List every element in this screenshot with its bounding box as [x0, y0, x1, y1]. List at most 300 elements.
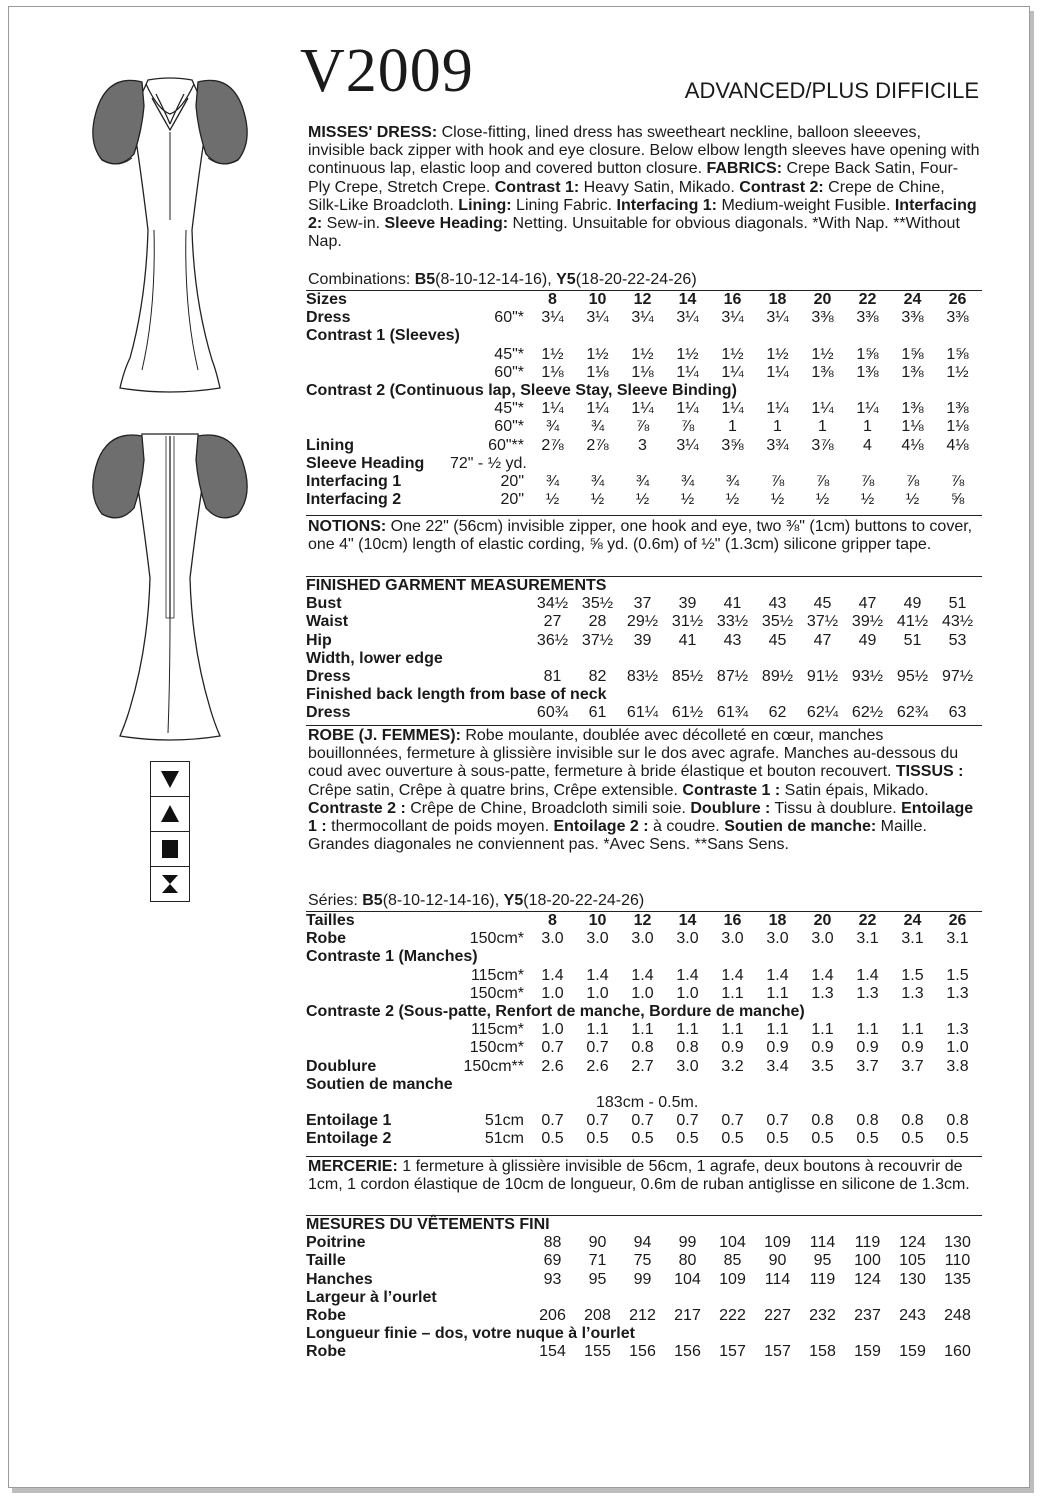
row-width-note: 183cm - 0.5m. [596, 1094, 699, 1112]
value-cell: 1.1 [631, 1021, 654, 1039]
table-row [306, 686, 980, 704]
value-cell: 3.5 [811, 1057, 834, 1075]
value-cell: 0.5 [721, 1130, 744, 1148]
row-label: Interfacing 2 [306, 491, 402, 509]
value-cell: 1.0 [586, 984, 609, 1002]
value-cell: 3⅜ [856, 309, 879, 327]
fabric-width-cell [450, 1271, 530, 1289]
value-cell: ½ [815, 491, 830, 509]
value-cell: 63 [948, 704, 967, 722]
value-cell: 31½ [671, 613, 704, 631]
value-cell: 1¼ [541, 400, 564, 418]
value-cell: ½ [860, 491, 875, 509]
right-balloon-sleeve-back [196, 435, 247, 518]
table-row [306, 418, 980, 436]
value-cell: 1⅛ [946, 418, 969, 436]
pattern-number: V2009 [300, 37, 474, 105]
table-row [306, 400, 980, 418]
value-cell: 3¼ [676, 436, 699, 454]
value-cell: 3.0 [676, 1057, 699, 1075]
value-cell: 1¼ [676, 363, 699, 381]
value-cell: 89½ [761, 668, 794, 686]
value-cell: 3¼ [586, 309, 609, 327]
value-cell: 1.1 [721, 984, 744, 1002]
value-cell: 1½ [541, 345, 564, 363]
value-cell: 94 [633, 1234, 652, 1252]
value-cell: 1¼ [766, 400, 789, 418]
value-cell: 3⅞ [811, 436, 834, 454]
row-label [306, 364, 450, 382]
value-cell: 206 [539, 1307, 566, 1325]
value-cell: 1¼ [631, 400, 654, 418]
value-cell: 90 [588, 1234, 607, 1252]
row-label: Dress [306, 668, 351, 686]
table-row [306, 364, 980, 382]
value-cell: 1.5 [946, 966, 969, 984]
english-measurements-table [306, 577, 980, 723]
french-description: ROBE (J. FEMMES): Robe moulante, doublée avec décolleté en cœur, manches bouillonnées, fermeture à glissière invisible sur le dos avec agrafe. Manches au-dessous du coud avec ouverture à sous-patte, fermeture à bride élastique et bouton recouvert. TISSUS : Crêpe satin, Crêpe à quatre brins, Crêpe extensible. Contraste 1 : Satin épais, Mikado. Contraste 2 : Crêpe de Chine, Broadcloth simili soie. Doublure : Tissu à doublure. Entoilage 1 : thermocollant de poids moyen. Entoilage 2 : à coudre. Soutien de manche: Maille. Grandes diagonales ne conviennent pas. *Avec Sens. **Sans Sens. [308, 727, 974, 854]
value-cell: 93 [543, 1270, 562, 1288]
table-row [306, 930, 980, 948]
value-cell: ¾ [680, 473, 695, 491]
value-cell: 1½ [721, 345, 744, 363]
value-cell: 114 [809, 1234, 836, 1252]
value-cell: 27 [543, 613, 562, 631]
value-cell: 114 [764, 1270, 791, 1288]
fabric-width-cell: 150cm* [469, 984, 524, 1002]
value-cell: 1.1 [856, 1021, 879, 1039]
value-cell: 41½ [896, 613, 929, 631]
row-section-label: Finished back length from base of neck [306, 686, 607, 704]
value-cell: 1.4 [541, 966, 564, 984]
table-row [306, 309, 980, 327]
value-cell: 45 [768, 631, 787, 649]
value-cell: 99 [678, 1234, 697, 1252]
fabric-width-cell: 60"* [494, 418, 524, 436]
value-cell: 155 [584, 1343, 611, 1361]
row-label [306, 1021, 450, 1039]
value-cell: 85½ [671, 668, 704, 686]
value-cell: 0.8 [631, 1039, 654, 1057]
value-cell: 95½ [896, 668, 929, 686]
row-label: Taille [306, 1252, 346, 1270]
value-cell: 0.9 [856, 1039, 879, 1057]
value-cell: 1.4 [676, 966, 699, 984]
row-label: Robe [306, 1307, 346, 1325]
value-cell: 3.4 [766, 1057, 789, 1075]
value-cell: 4⅛ [946, 436, 969, 454]
value-cell: 1.4 [766, 966, 789, 984]
row-label: Dress [306, 704, 351, 722]
value-cell: 4⅛ [901, 436, 924, 454]
value-cell: 0.5 [901, 1130, 924, 1148]
size-header-cell: 16 [723, 912, 742, 929]
table-title-row [306, 1216, 980, 1234]
value-cell: 49 [903, 595, 922, 613]
value-cell: 156 [629, 1343, 656, 1361]
value-cell: 39 [678, 595, 697, 613]
value-cell: 0.8 [676, 1039, 699, 1057]
row-section-label: Contrast 2 (Continuous lap, Sleeve Stay, Sleeve Binding) [306, 382, 737, 400]
row-section-label: Contraste 2 (Sous-patte, Renfort de manche, Bordure de manche) [306, 1003, 805, 1021]
value-cell: 1¼ [811, 400, 834, 418]
size-header-cell: 14 [678, 912, 697, 929]
value-cell: 1.5 [901, 966, 924, 984]
value-cell: 104 [719, 1234, 746, 1252]
table-row [306, 613, 980, 631]
value-cell: 1½ [766, 345, 789, 363]
value-cell: ¾ [590, 418, 605, 436]
fabric-width-cell: 150cm* [469, 930, 524, 948]
value-cell: 154 [539, 1343, 566, 1361]
value-cell: 3¼ [721, 309, 744, 327]
value-cell: 61½ [671, 704, 704, 722]
value-cell: ⅞ [770, 473, 785, 491]
value-cell: ½ [905, 491, 920, 509]
value-cell: 95 [588, 1270, 607, 1288]
table-row [306, 985, 980, 1003]
value-cell: 1⅝ [856, 345, 879, 363]
value-cell: 1¼ [586, 400, 609, 418]
value-cell: 75 [633, 1252, 652, 1270]
value-cell: 0.8 [946, 1112, 969, 1130]
value-cell: 2.6 [586, 1057, 609, 1075]
value-cell: 3.0 [721, 930, 744, 948]
value-cell: 36½ [536, 631, 569, 649]
fabric-width-cell: 60"* [494, 309, 524, 327]
dress-front-illustration [80, 70, 260, 400]
table-row [306, 650, 980, 668]
value-cell: 3¼ [631, 309, 654, 327]
row-label: Bust [306, 595, 342, 613]
value-cell: 217 [674, 1307, 701, 1325]
value-cell: 2⅞ [541, 436, 564, 454]
english-yardage-table [306, 291, 980, 509]
table-row [306, 491, 980, 509]
table-row [306, 1271, 980, 1289]
value-cell: 2⅞ [586, 436, 609, 454]
row-label: Hanches [306, 1270, 373, 1288]
size-header-cell: 22 [858, 912, 877, 929]
size-header-cell: 16 [723, 291, 742, 308]
french-measurements-table [306, 1216, 980, 1362]
value-cell: 160 [944, 1343, 971, 1361]
value-cell: 61¾ [716, 704, 749, 722]
value-cell: 37½ [581, 631, 614, 649]
table-row [306, 1234, 980, 1252]
value-cell: 49 [858, 631, 877, 649]
value-cell: 1⅛ [541, 363, 564, 381]
fabric-width-cell [450, 632, 530, 650]
value-cell: 1 [728, 418, 737, 436]
left-balloon-sleeve-back [93, 435, 144, 518]
value-cell: 3 [638, 436, 647, 454]
value-cell: 109 [719, 1270, 746, 1288]
value-cell: 158 [809, 1343, 836, 1361]
value-cell: 1⅜ [811, 363, 834, 381]
row-label [306, 400, 450, 418]
value-cell: 1¼ [856, 400, 879, 418]
right-balloon-sleeve-front [196, 80, 247, 163]
value-cell: ½ [770, 491, 785, 509]
value-cell: 37½ [806, 613, 839, 631]
value-cell: 0.9 [901, 1039, 924, 1057]
value-cell: 3⅜ [811, 309, 834, 327]
value-cell: 53 [948, 631, 967, 649]
row-label [306, 418, 450, 436]
value-cell: 1.0 [541, 1021, 564, 1039]
header-blank [450, 291, 530, 309]
value-cell: 0.9 [766, 1039, 789, 1057]
value-cell: 3⅜ [901, 309, 924, 327]
value-cell: 1.3 [901, 984, 924, 1002]
table-row [306, 1021, 980, 1039]
value-cell: 3.7 [856, 1057, 879, 1075]
value-cell: 1.4 [856, 966, 879, 984]
value-cell: 3.1 [946, 930, 969, 948]
value-cell: 3⅜ [946, 309, 969, 327]
table-row [306, 1289, 980, 1307]
value-cell: 97½ [941, 668, 974, 686]
value-cell: 1 [863, 418, 872, 436]
row-label: Dress [306, 309, 351, 327]
value-cell: 1.1 [901, 1021, 924, 1039]
row-section-label: Longueur finie – dos, votre nuque à l’ourlet [306, 1325, 635, 1343]
value-cell: ⅞ [635, 418, 650, 436]
value-cell: 37 [633, 595, 652, 613]
value-cell: 1½ [811, 345, 834, 363]
table-row [306, 437, 980, 455]
value-cell: 43 [768, 595, 787, 613]
table-row [306, 948, 980, 966]
value-cell: 1½ [586, 345, 609, 363]
table-row [306, 595, 980, 613]
value-cell: 1.1 [811, 1021, 834, 1039]
value-cell: 124 [854, 1270, 881, 1288]
value-cell: 0.7 [631, 1112, 654, 1130]
row-label: Poitrine [306, 1234, 366, 1252]
table-row [306, 382, 980, 400]
triangle-up-icon [151, 797, 189, 832]
fabric-width-cell: 51cm [484, 1130, 524, 1148]
value-cell: 222 [719, 1307, 746, 1325]
row-label: Interfacing 1 [306, 473, 402, 491]
value-cell: 99 [633, 1270, 652, 1288]
value-cell: 1⅛ [631, 363, 654, 381]
value-cell: 47 [858, 595, 877, 613]
table-row [306, 967, 980, 985]
value-cell: 1½ [946, 363, 969, 381]
value-cell: 157 [719, 1343, 746, 1361]
value-cell: 248 [944, 1307, 971, 1325]
fabric-width-cell [450, 1234, 530, 1252]
value-cell: 0.7 [766, 1112, 789, 1130]
value-cell: 1¼ [721, 400, 744, 418]
value-cell: 3.0 [541, 930, 564, 948]
value-cell: 1¼ [766, 363, 789, 381]
value-cell: 2.6 [541, 1057, 564, 1075]
value-cell: 1.1 [766, 1021, 789, 1039]
value-cell: 1⅛ [586, 363, 609, 381]
row-label: Waist [306, 613, 349, 631]
row-label: Hip [306, 631, 332, 649]
english-description: MISSES' DRESS: Close-fitting, lined dress has sweetheart neckline, balloon sleeeves, invisible back zipper with hook and eye closure. Below elbow length sleeves have opening with continuous lap, elastic loop and covered button closure. FABRICS: Crepe Back Satin, Four-Ply Crepe, Stretch Crepe. Contrast 1: Heavy Satin, Mikado. Contrast 2: Crepe de Chine, Silk-Like Broadcloth. Lining: Lining Fabric. Interfacing 1: Medium-weight Fusible. Interfacing 2: Sew-in. Sleeve Heading: Netting. Unsuitable for obvious diagonals. *With Nap. **Without Nap. [308, 124, 980, 251]
value-cell: 237 [854, 1307, 881, 1325]
value-cell: 28 [588, 613, 607, 631]
value-cell: 3¼ [541, 309, 564, 327]
value-cell: 4 [863, 436, 872, 454]
value-cell: 0.7 [541, 1039, 564, 1057]
value-cell: ¾ [545, 473, 560, 491]
value-cell: 1½ [676, 345, 699, 363]
value-cell: 3⅝ [721, 436, 744, 454]
value-cell: 1.0 [631, 984, 654, 1002]
row-label: Entoilage 2 [306, 1130, 392, 1148]
row-label [306, 967, 450, 985]
value-cell: 3.8 [946, 1057, 969, 1075]
row-section-label: Largeur à l’ourlet [306, 1288, 437, 1306]
value-cell: 39 [633, 631, 652, 649]
table-row [306, 455, 980, 473]
value-cell: 159 [899, 1343, 926, 1361]
value-cell: ¾ [590, 473, 605, 491]
table-row [306, 704, 980, 722]
value-cell: 157 [764, 1343, 791, 1361]
value-cell: 3.1 [901, 930, 924, 948]
value-cell: 0.9 [721, 1039, 744, 1057]
value-cell: 91½ [806, 668, 839, 686]
value-cell: 1.3 [811, 984, 834, 1002]
value-cell: 1⅜ [856, 363, 879, 381]
size-header-cell: 26 [948, 291, 967, 308]
value-cell: 0.8 [811, 1112, 834, 1130]
value-cell: 1.1 [676, 1021, 699, 1039]
row-label [306, 985, 450, 1003]
value-cell: 0.5 [946, 1130, 969, 1148]
value-cell: 3¼ [766, 309, 789, 327]
value-cell: 104 [674, 1270, 701, 1288]
table-row [306, 327, 980, 345]
value-cell: 130 [899, 1270, 926, 1288]
value-cell: 1.3 [856, 984, 879, 1002]
value-cell: ⅞ [680, 418, 695, 436]
header-blank [450, 912, 530, 930]
header-label: Tailles [306, 912, 355, 929]
value-cell: 119 [854, 1234, 881, 1252]
value-cell: 34½ [536, 595, 569, 613]
value-cell: 82 [588, 668, 607, 686]
size-header-cell: 12 [633, 912, 652, 929]
value-cell: ⅞ [905, 473, 920, 491]
value-cell: 45 [813, 595, 832, 613]
value-cell: 60¾ [536, 704, 569, 722]
value-cell: 33½ [716, 613, 749, 631]
value-cell: 3.1 [856, 930, 879, 948]
value-cell: 0.8 [856, 1112, 879, 1130]
row-section-label: Width, lower edge [306, 649, 443, 667]
value-cell: 35½ [761, 613, 794, 631]
value-cell: 0.8 [901, 1112, 924, 1130]
value-cell: 81 [543, 668, 562, 686]
size-header-cell: 24 [903, 912, 922, 929]
table-row [306, 1130, 980, 1148]
value-cell: 1⅛ [901, 418, 924, 436]
table-row [306, 1343, 980, 1361]
value-cell: 1⅜ [946, 400, 969, 418]
value-cell: ⅝ [950, 491, 965, 509]
value-cell: ⅞ [950, 473, 965, 491]
table-title: MESURES DU VÊTEMENTS FINI [306, 1216, 550, 1233]
row-label: Lining [306, 436, 354, 454]
value-cell: 35½ [581, 595, 614, 613]
fabric-width-cell: 150cm* [469, 1039, 524, 1057]
value-cell: 0.5 [676, 1130, 699, 1148]
value-cell: 62 [768, 704, 787, 722]
fabric-width-cell [450, 704, 530, 722]
size-header-cell: 20 [813, 912, 832, 929]
value-cell: 1.4 [721, 966, 744, 984]
value-cell: 62¼ [806, 704, 839, 722]
value-cell: 93½ [851, 668, 884, 686]
value-cell: 0.9 [811, 1039, 834, 1057]
value-cell: 61¼ [626, 704, 659, 722]
value-cell: 124 [899, 1234, 926, 1252]
value-cell: 29½ [626, 613, 659, 631]
value-cell: 0.5 [586, 1130, 609, 1148]
value-cell: 0.5 [631, 1130, 654, 1148]
value-cell: 105 [899, 1252, 926, 1270]
value-cell: ¾ [725, 473, 740, 491]
value-cell: 3¼ [676, 309, 699, 327]
french-notions: MERCERIE: 1 fermeture à glissière invisible de 56cm, 1 agrafe, deux boutons à recouvrir de 1cm, 1 cordon élastique de 10cm de longueur, 0.6m de ruban antiglisse en silicone de 1.3cm. [308, 1158, 970, 1194]
table-row [306, 1076, 980, 1094]
size-header-cell: 10 [588, 912, 607, 929]
table-row [306, 668, 980, 686]
value-cell: 0.5 [811, 1130, 834, 1148]
value-cell: 83½ [626, 668, 659, 686]
size-header-cell: 22 [858, 291, 877, 308]
value-cell: 1⅜ [901, 400, 924, 418]
size-header-cell: 18 [768, 291, 787, 308]
table-row [306, 1307, 980, 1325]
dress-back-illustration [80, 428, 260, 748]
english-combinations: Combinations: B5(8-10-12-14-16), Y5(18-20-22-24-26) [308, 271, 697, 288]
value-cell: 41 [678, 631, 697, 649]
value-cell: 1.1 [586, 1021, 609, 1039]
value-cell: 0.7 [541, 1112, 564, 1130]
value-cell: ⅞ [860, 473, 875, 491]
row-label: Entoilage 1 [306, 1112, 392, 1130]
fabric-width-cell: 60"** [488, 436, 524, 454]
value-cell: 1¼ [676, 400, 699, 418]
value-cell: 2.7 [631, 1057, 654, 1075]
square-icon [151, 832, 189, 867]
value-cell: 43 [723, 631, 742, 649]
value-cell: 0.5 [766, 1130, 789, 1148]
value-cell: 156 [674, 1343, 701, 1361]
english-notions: NOTIONS: One 22" (56cm) invisible zipper, one hook and eye, two ⅜" (1cm) buttons to cover, one 4" (10cm) length of elastic cording, ⅝ yd. (0.6m) of ½" (1.3cm) silicone gripper tape. [308, 518, 973, 554]
size-header-cell: 10 [588, 291, 607, 308]
fabric-width-cell: 45"* [494, 345, 524, 363]
value-cell: 110 [944, 1252, 971, 1270]
french-combinations: Séries: B5(8-10-12-14-16), Y5(18-20-22-24-26) [308, 892, 645, 909]
value-cell: 0.5 [856, 1130, 879, 1148]
value-cell: 1.0 [541, 984, 564, 1002]
table-header-row [306, 912, 980, 930]
value-cell: 100 [854, 1252, 881, 1270]
value-cell: 3.0 [766, 930, 789, 948]
table-row [306, 346, 980, 364]
